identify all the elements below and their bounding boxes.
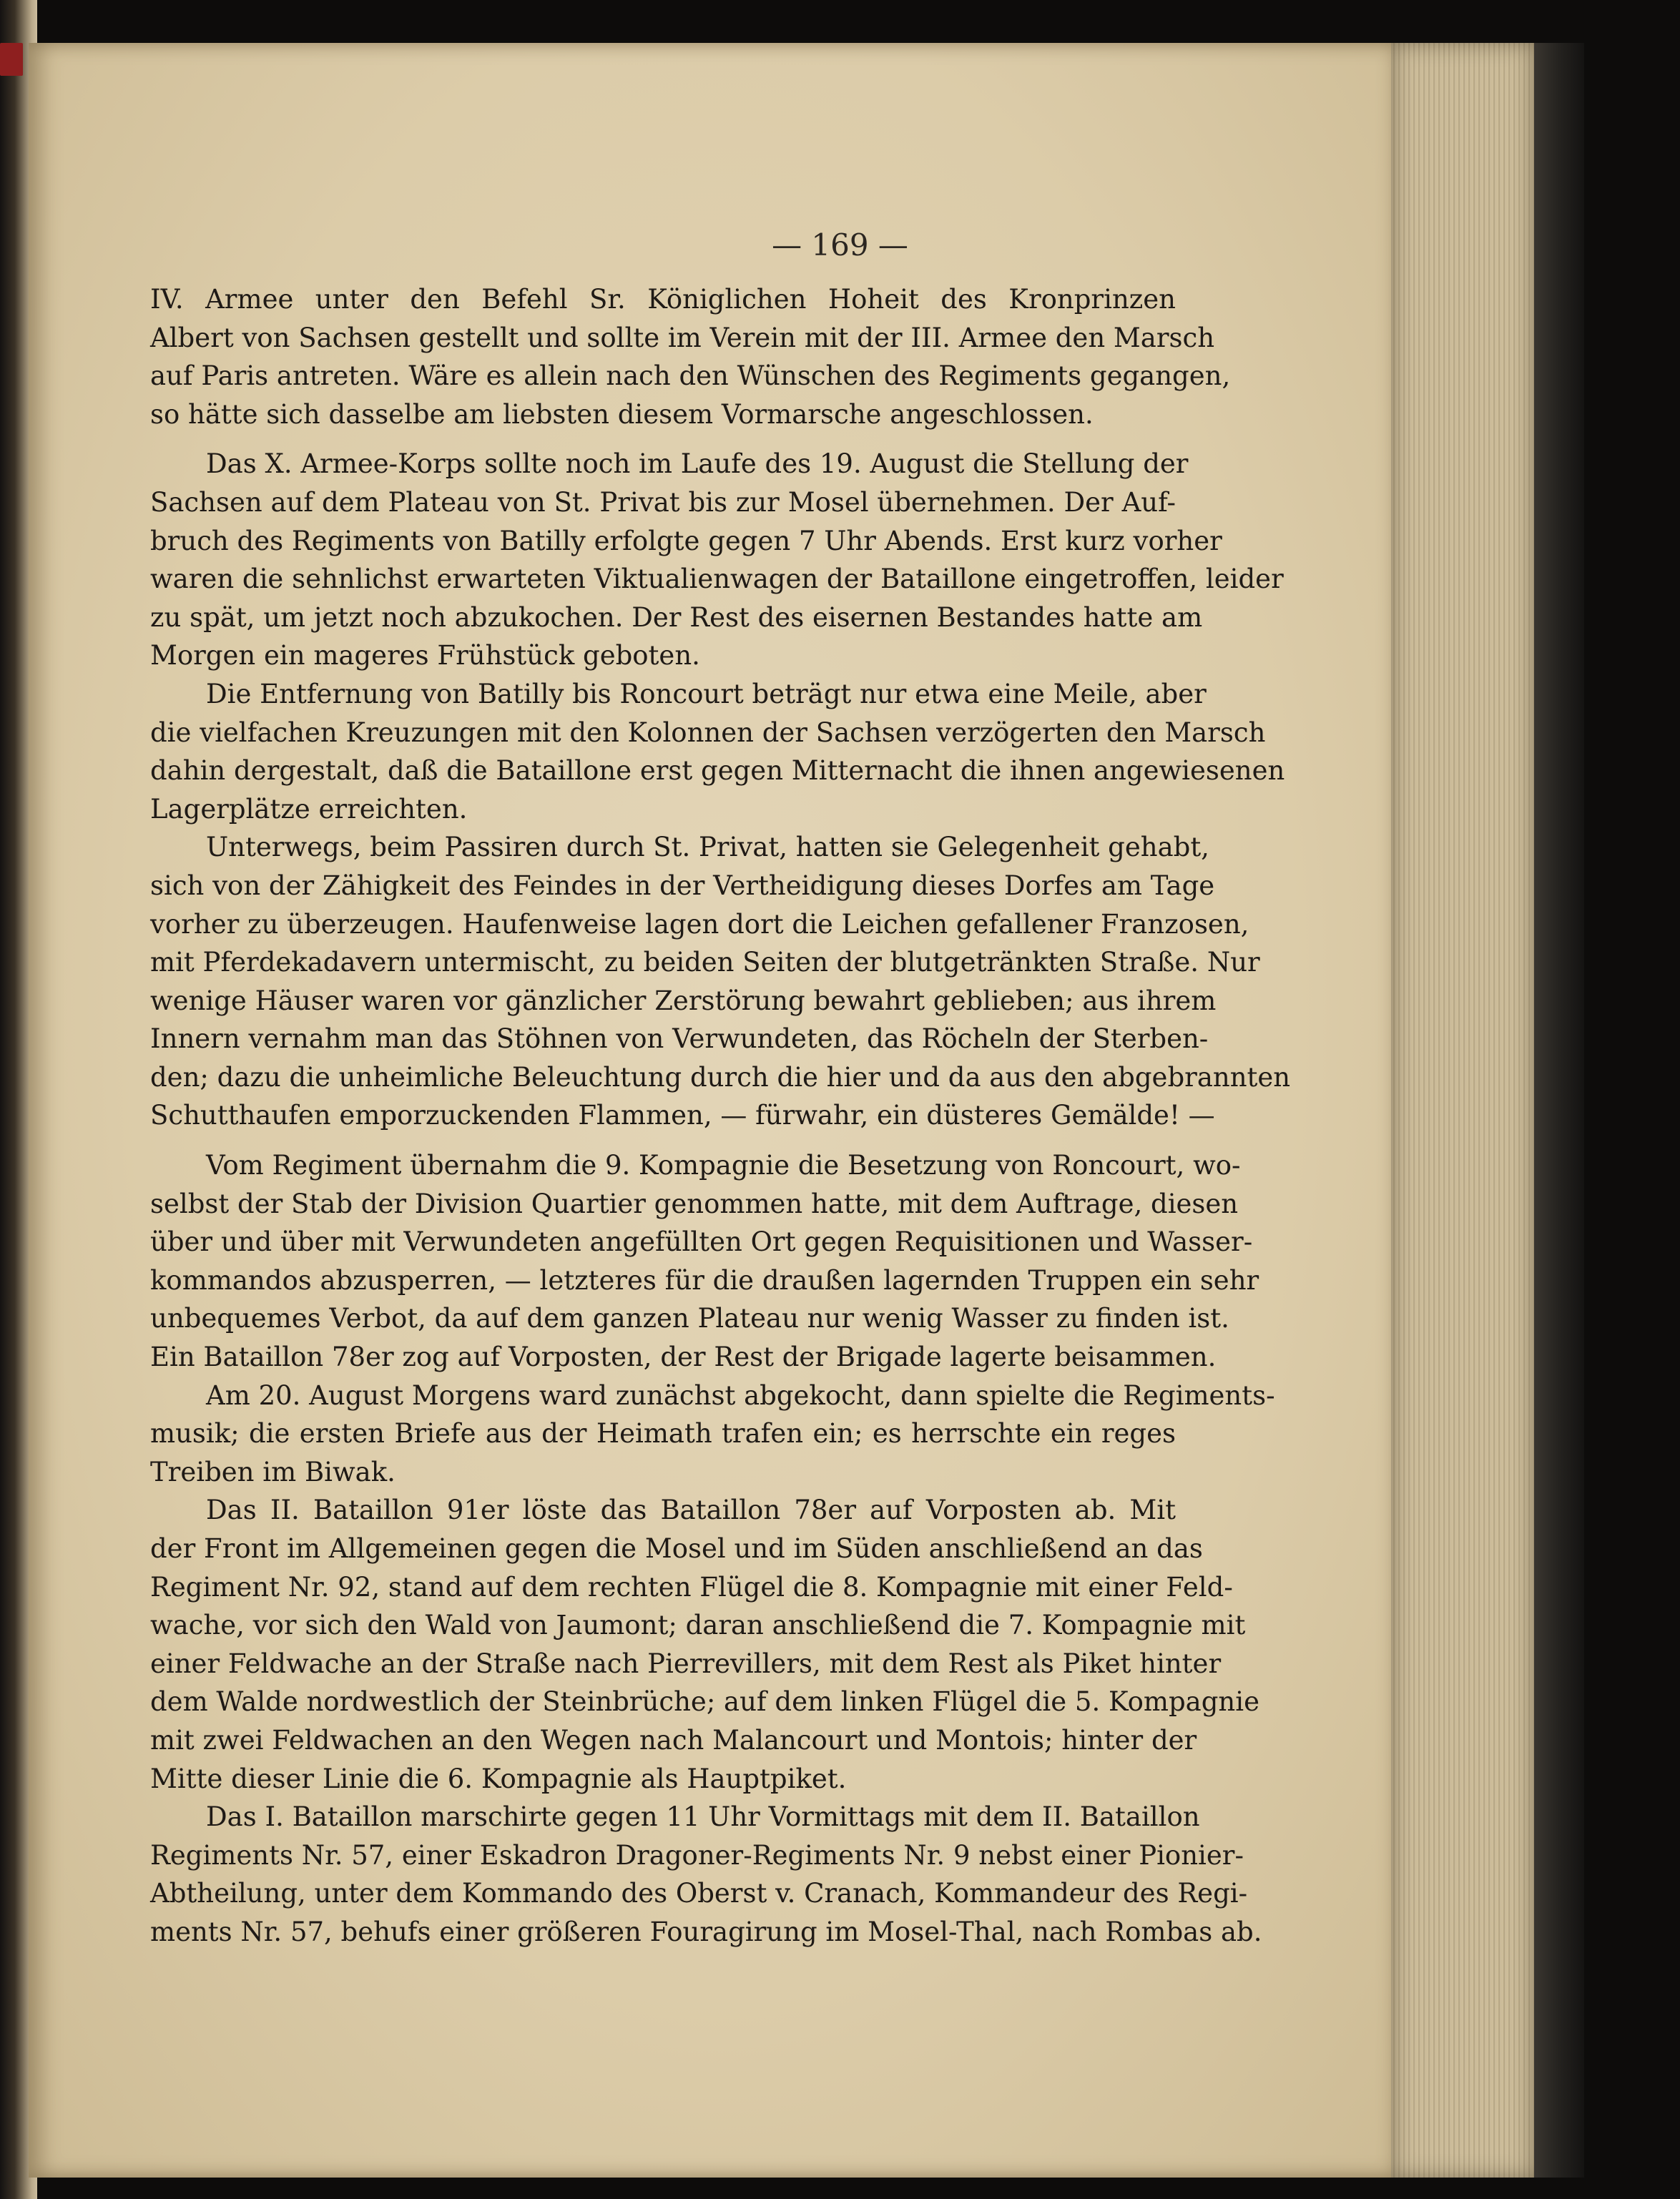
page-edges xyxy=(1391,43,1534,2178)
text-line: waren die sehnlichst erwarteten Viktualienwagen der Bataillone eingetroffen, leider xyxy=(150,564,1284,595)
text-line: Das X. Armee-Korps sollte noch im Laufe des 19. August die Stellung der xyxy=(206,448,1189,480)
text-line: die vielfachen Kreuzungen mit den Kolonnen der Sachsen verzögerten den Marsch xyxy=(150,717,1266,748)
text-line: bruch des Regiments von Batilly erfolgte gegen 7 Uhr Abends. Erst kurz vorher xyxy=(150,525,1222,556)
text-line: ments Nr. 57, behufs einer größeren Fouragirung im Mosel-Thal, nach Rombas ab. xyxy=(150,1916,1262,1947)
text-line: mit zwei Feldwachen an den Wegen nach Malancourt und Montois; hinter der xyxy=(150,1724,1197,1756)
text-line: dahin dergestalt, daß die Bataillone erst gegen Mitternacht die ihnen angewiesenen xyxy=(150,755,1285,787)
text-line: Vom Regiment übernahm die 9. Kompagnie die Besetzung von Roncourt, wo- xyxy=(206,1150,1241,1181)
text-line: Ein Bataillon 78er zog auf Vorposten, der Rest der Brigade lagerte beisammen. xyxy=(150,1342,1217,1373)
text-line: dem Walde nordwestlich der Steinbrüche; auf dem linken Flügel die 5. Kompagnie xyxy=(150,1686,1259,1718)
text-line: zu spät, um jetzt noch abzukochen. Der Rest des eisernen Bestandes hatte am xyxy=(150,601,1203,633)
text-line: über und über mit Verwundeten angefüllten Ort gegen Requisitionen und Wasser- xyxy=(150,1226,1253,1258)
text-line: Sachsen auf dem Plateau von St. Privat bis zur Mosel übernehmen. Der Auf- xyxy=(150,486,1176,518)
body-text xyxy=(150,280,1291,1952)
text-line: wenige Häuser waren vor gänzlicher Zerstörung bewahrt geblieben; aus ihrem xyxy=(150,985,1217,1016)
text-line: Regiment Nr. 92, stand auf dem rechten Flügel die 8. Kompagnie mit einer Feld- xyxy=(150,1571,1233,1603)
text-line: Das II. Bataillon 91er löste das Bataillon 78er auf Vorposten ab. Mit xyxy=(206,1495,1176,1526)
text-line: den; dazu die unheimliche Beleuchtung durch die hier und da aus den abgebrannten xyxy=(150,1061,1291,1093)
text-line: Am 20. August Morgens ward zunächst abgekocht, dann spielte die Regiments- xyxy=(206,1379,1275,1411)
text-line: Schutthaufen emporzuckenden Flammen, — fürwahr, ein düsteres Gemälde! — xyxy=(150,1100,1215,1131)
text-line: Morgen ein mageres Frühstück geboten. xyxy=(150,640,700,671)
book-cover xyxy=(1534,43,1584,2178)
page-number: — 169 — xyxy=(772,227,908,262)
text-line: unbequemes Verbot, da auf dem ganzen Plateau nur wenig Wasser zu finden ist. xyxy=(150,1303,1229,1334)
text-line: mit Pferdekadavern untermischt, zu beiden Seiten der blutgetränkten Straße. Nur xyxy=(150,947,1260,978)
text-line: Regiments Nr. 57, einer Eskadron Dragoner-Regiments Nr. 9 nebst einer Pionier- xyxy=(150,1839,1244,1871)
text-line: einer Feldwache an der Straße nach Pierrevillers, mit dem Rest als Piket hinter xyxy=(150,1648,1222,1679)
text-line: IV. Armee unter den Befehl Sr. Königlichen Hoheit des Kronprinzen xyxy=(150,284,1176,315)
text-line: Lagerplätze erreichten. xyxy=(150,793,468,825)
bookmark-ribbon xyxy=(0,43,23,76)
text-line: vorher zu überzeugen. Haufenweise lagen dort die Leichen gefallener Franzosen, xyxy=(150,908,1249,940)
text-line: wache, vor sich den Wald von Jaumont; daran anschließend die 7. Kompagnie mit xyxy=(150,1610,1246,1641)
text-line: Treiben im Biwak. xyxy=(150,1456,396,1487)
text-line: Mitte dieser Linie die 6. Kompagnie als Hauptpiket. xyxy=(150,1763,847,1794)
text-line: Unterwegs, beim Passiren durch St. Privat, hatten sie Gelegenheit gehabt, xyxy=(206,832,1209,863)
text-line: Innern vernahm man das Stöhnen von Verwundeten, das Röcheln der Sterben- xyxy=(150,1023,1209,1055)
text-line: so hätte sich dasselbe am liebsten diesem Vormarsche angeschlossen. xyxy=(150,398,1094,430)
text-line: Das I. Bataillon marschirte gegen 11 Uhr Vormittags mit dem II. Bataillon xyxy=(206,1801,1200,1833)
text-line: auf Paris antreten. Wäre es allein nach den Wünschen des Regiments gegangen, xyxy=(150,360,1231,392)
text-line: der Front im Allgemeinen gegen die Mosel und im Süden anschließend an das xyxy=(150,1533,1203,1564)
text-line: musik; die ersten Briefe aus der Heimath trafen ein; es herrschte ein reges xyxy=(150,1418,1176,1450)
text-line: kommandos abzusperren, — letzteres für die draußen lagernden Truppen ein sehr xyxy=(150,1264,1259,1296)
text-line: sich von der Zähigkeit des Feindes in der Vertheidigung dieses Dorfes am Tage xyxy=(150,870,1215,901)
text-line: Die Entfernung von Batilly bis Roncourt beträgt nur etwa eine Meile, aber xyxy=(206,678,1207,709)
text-line: Albert von Sachsen gestellt und sollte im Verein mit der III. Armee den Marsch xyxy=(150,322,1215,353)
text-line: selbst der Stab der Division Quartier genommen hatte, mit dem Auftrage, diesen xyxy=(150,1188,1239,1219)
text-line: Abtheilung, unter dem Kommando des Oberst v. Cranach, Kommandeur des Regi- xyxy=(150,1878,1248,1909)
